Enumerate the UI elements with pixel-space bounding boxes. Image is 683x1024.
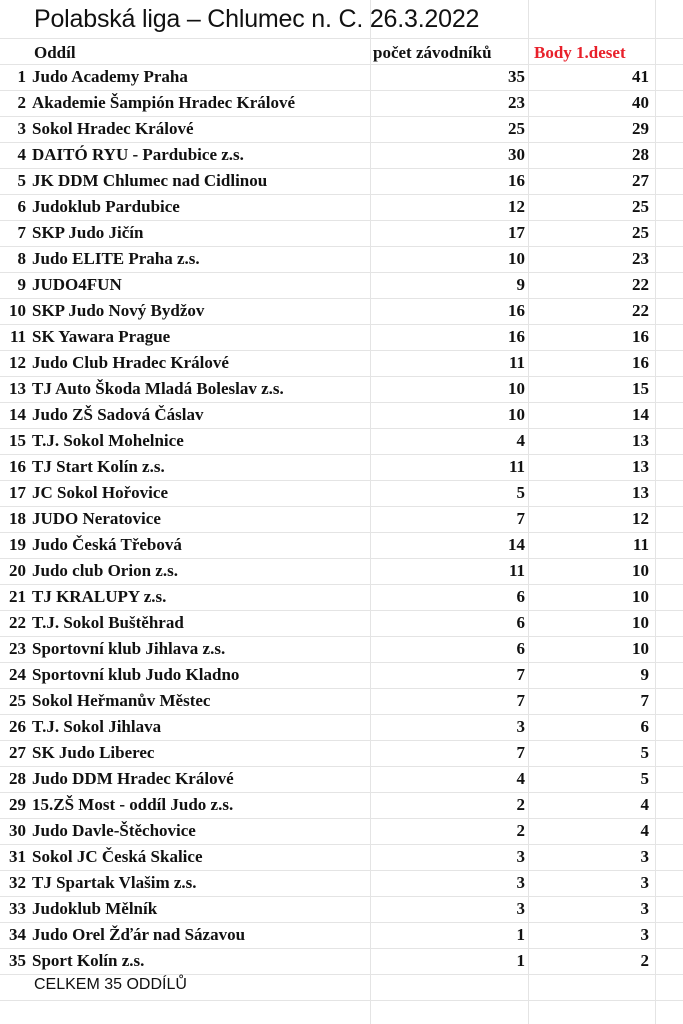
points-cell: 29 <box>632 119 649 138</box>
table-row <box>0 64 683 90</box>
club-cell: 15.ZŠ Most - oddíl Judo z.s. <box>32 795 234 814</box>
count-cell: 7 <box>516 665 525 684</box>
club-cell: Judo Academy Praha <box>32 67 188 86</box>
table-row <box>0 454 683 480</box>
table-row <box>0 636 683 662</box>
count-cell: 2 <box>516 795 525 814</box>
rank-cell: 12 <box>9 353 26 372</box>
table-row <box>0 844 683 870</box>
club-cell: Sportovní klub Judo Kladno <box>32 665 240 684</box>
count-cell: 6 <box>516 587 525 606</box>
table-row <box>0 922 683 948</box>
points-cell: 6 <box>640 717 649 736</box>
rank-cell: 16 <box>9 457 26 476</box>
club-cell: Sport Kolín z.s. <box>32 951 145 970</box>
count-cell: 7 <box>516 509 525 528</box>
count-cell: 11 <box>508 561 525 580</box>
points-cell: 22 <box>632 301 649 320</box>
rank-cell: 14 <box>9 405 26 424</box>
table-row <box>0 870 683 896</box>
rank-cell: 5 <box>17 171 26 190</box>
points-cell: 4 <box>640 795 649 814</box>
points-cell: 2 <box>640 951 649 970</box>
table-row <box>0 714 683 740</box>
points-cell: 10 <box>632 587 649 606</box>
count-cell: 11 <box>508 353 525 372</box>
gridline <box>0 38 683 39</box>
count-cell: 3 <box>516 847 525 866</box>
club-cell: DAITÓ RYU - Pardubice z.s. <box>32 145 244 164</box>
gridline <box>0 974 683 975</box>
club-cell: Sokol Hradec Králové <box>32 119 194 138</box>
points-cell: 3 <box>640 873 649 892</box>
club-cell: JC Sokol Hořovice <box>32 483 168 502</box>
points-cell: 10 <box>632 639 649 658</box>
rank-cell: 23 <box>9 639 26 658</box>
club-cell: T.J. Sokol Jihlava <box>32 717 162 736</box>
points-cell: 23 <box>632 249 649 268</box>
rank-cell: 29 <box>9 795 26 814</box>
rank-cell: 26 <box>9 717 26 736</box>
club-cell: Akademie Šampión Hradec Králové <box>32 93 296 112</box>
count-cell: 16 <box>508 301 525 320</box>
rank-cell: 4 <box>17 145 26 164</box>
club-cell: Judo ELITE Praha z.s. <box>32 249 200 268</box>
table-row <box>0 90 683 116</box>
points-cell: 10 <box>632 561 649 580</box>
points-cell: 5 <box>640 769 649 788</box>
rank-cell: 24 <box>9 665 26 684</box>
points-cell: 10 <box>632 613 649 632</box>
club-cell: Sokol JC Česká Skalice <box>32 847 203 866</box>
rank-cell: 1 <box>17 67 26 86</box>
count-cell: 6 <box>516 639 525 658</box>
rank-cell: 6 <box>17 197 26 216</box>
table-row <box>0 402 683 428</box>
column-header-club: Oddíl <box>34 43 76 62</box>
count-cell: 3 <box>516 717 525 736</box>
table-row <box>0 948 683 974</box>
club-cell: SKP Judo Jičín <box>32 223 144 242</box>
rank-cell: 33 <box>9 899 26 918</box>
table-row <box>0 272 683 298</box>
points-cell: 27 <box>632 171 649 190</box>
club-cell: JUDO Neratovice <box>32 509 161 528</box>
rank-cell: 22 <box>9 613 26 632</box>
rank-cell: 34 <box>9 925 26 944</box>
club-cell: SK Judo Liberec <box>32 743 155 762</box>
rank-cell: 20 <box>9 561 26 580</box>
points-cell: 13 <box>632 457 649 476</box>
club-cell: TJ Start Kolín z.s. <box>32 457 165 476</box>
rank-cell: 10 <box>9 301 26 320</box>
points-cell: 4 <box>640 821 649 840</box>
club-cell: JK DDM Chlumec nad Cidlinou <box>32 171 268 190</box>
club-cell: Judo Club Hradec Králové <box>32 353 229 372</box>
club-cell: T.J. Sokol Mohelnice <box>32 431 184 450</box>
table-row <box>0 168 683 194</box>
count-cell: 30 <box>508 145 525 164</box>
rank-cell: 19 <box>9 535 26 554</box>
points-cell: 16 <box>632 353 649 372</box>
table-row <box>0 662 683 688</box>
rank-cell: 8 <box>17 249 26 268</box>
points-cell: 5 <box>640 743 649 762</box>
points-cell: 41 <box>632 67 649 86</box>
count-cell: 9 <box>516 275 525 294</box>
rank-cell: 27 <box>9 743 26 762</box>
club-cell: Judoklub Mělník <box>32 899 158 918</box>
count-cell: 16 <box>508 327 525 346</box>
count-cell: 14 <box>508 535 525 554</box>
points-cell: 25 <box>632 223 649 242</box>
club-cell: TJ Spartak Vlašim z.s. <box>32 873 197 892</box>
count-cell: 3 <box>516 873 525 892</box>
points-cell: 3 <box>640 899 649 918</box>
club-cell: Judo Orel Žďár nad Sázavou <box>32 925 246 944</box>
table-row <box>0 298 683 324</box>
club-cell: JUDO4FUN <box>32 275 122 294</box>
count-cell: 5 <box>516 483 525 502</box>
rank-cell: 3 <box>17 119 26 138</box>
rank-cell: 25 <box>9 691 26 710</box>
count-cell: 12 <box>508 197 525 216</box>
points-cell: 40 <box>632 93 649 112</box>
rank-cell: 11 <box>9 327 26 346</box>
points-cell: 7 <box>640 691 649 710</box>
count-cell: 7 <box>516 743 525 762</box>
count-cell: 4 <box>516 769 525 788</box>
rank-cell: 31 <box>9 847 26 866</box>
table-row <box>0 220 683 246</box>
count-cell: 2 <box>516 821 525 840</box>
count-cell: 11 <box>508 457 525 476</box>
count-cell: 23 <box>508 93 525 112</box>
table-row <box>0 558 683 584</box>
club-cell: Judo ZŠ Sadová Čáslav <box>32 405 204 424</box>
table-row <box>0 376 683 402</box>
count-cell: 6 <box>516 613 525 632</box>
points-cell: 3 <box>640 925 649 944</box>
rank-cell: 30 <box>9 821 26 840</box>
points-cell: 11 <box>632 535 649 554</box>
table-row <box>0 506 683 532</box>
column-header-points: Body 1.deset <box>534 43 626 62</box>
rank-cell: 32 <box>9 873 26 892</box>
table-row <box>0 792 683 818</box>
club-cell: T.J. Sokol Buštěhrad <box>32 613 184 632</box>
table-row <box>0 324 683 350</box>
table-row <box>0 688 683 714</box>
club-cell: Judo DDM Hradec Králové <box>32 769 234 788</box>
count-cell: 1 <box>516 951 525 970</box>
club-cell: Judoklub Pardubice <box>32 197 180 216</box>
count-cell: 17 <box>508 223 525 242</box>
table-row <box>0 740 683 766</box>
rank-cell: 2 <box>17 93 26 112</box>
rank-cell: 18 <box>9 509 26 528</box>
club-cell: Judo Česká Třebová <box>32 535 182 554</box>
club-cell: Sokol Heřmanův Městec <box>32 691 211 710</box>
count-cell: 35 <box>508 67 525 86</box>
count-cell: 10 <box>508 405 525 424</box>
count-cell: 10 <box>508 379 525 398</box>
points-cell: 13 <box>632 483 649 502</box>
table-row <box>0 610 683 636</box>
count-cell: 16 <box>508 171 525 190</box>
table-row <box>0 142 683 168</box>
table-row <box>0 896 683 922</box>
rank-cell: 17 <box>9 483 26 502</box>
rank-cell: 13 <box>9 379 26 398</box>
club-cell: Judo Davle-Štěchovice <box>32 821 196 840</box>
points-cell: 13 <box>632 431 649 450</box>
points-cell: 22 <box>632 275 649 294</box>
rank-cell: 15 <box>9 431 26 450</box>
rank-cell: 21 <box>9 587 26 606</box>
table-row <box>0 818 683 844</box>
table-row <box>0 350 683 376</box>
table-row <box>0 480 683 506</box>
rank-cell: 28 <box>9 769 26 788</box>
column-header-count: počet závodníků <box>373 43 492 62</box>
table-row <box>0 246 683 272</box>
points-cell: 14 <box>632 405 649 424</box>
table-row <box>0 584 683 610</box>
points-cell: 25 <box>632 197 649 216</box>
club-cell: TJ KRALUPY z.s. <box>32 587 167 606</box>
count-cell: 4 <box>516 431 525 450</box>
club-cell: SK Yawara Prague <box>32 327 171 346</box>
count-cell: 1 <box>516 925 525 944</box>
page-title: Polabská liga – Chlumec n. C. 26.3.2022 <box>34 5 480 33</box>
rank-cell: 35 <box>9 951 26 970</box>
points-cell: 3 <box>640 847 649 866</box>
points-cell: 16 <box>632 327 649 346</box>
table-row <box>0 532 683 558</box>
club-cell: Sportovní klub Jihlava z.s. <box>32 639 226 658</box>
rank-cell: 9 <box>17 275 26 294</box>
gridline <box>0 1000 683 1001</box>
table-row <box>0 194 683 220</box>
table-row <box>0 116 683 142</box>
table-row <box>0 428 683 454</box>
club-cell: Judo club Orion z.s. <box>32 561 178 580</box>
rank-cell: 7 <box>17 223 26 242</box>
table-row <box>0 766 683 792</box>
club-cell: TJ Auto Škoda Mladá Boleslav z.s. <box>32 379 284 398</box>
count-cell: 7 <box>516 691 525 710</box>
count-cell: 10 <box>508 249 525 268</box>
points-cell: 12 <box>632 509 649 528</box>
points-cell: 15 <box>632 379 649 398</box>
total-clubs-note: CELKEM 35 ODDÍLŮ <box>34 976 187 993</box>
club-cell: SKP Judo Nový Bydžov <box>32 301 205 320</box>
points-cell: 9 <box>640 665 649 684</box>
count-cell: 3 <box>516 899 525 918</box>
count-cell: 25 <box>508 119 525 138</box>
points-cell: 28 <box>632 145 649 164</box>
